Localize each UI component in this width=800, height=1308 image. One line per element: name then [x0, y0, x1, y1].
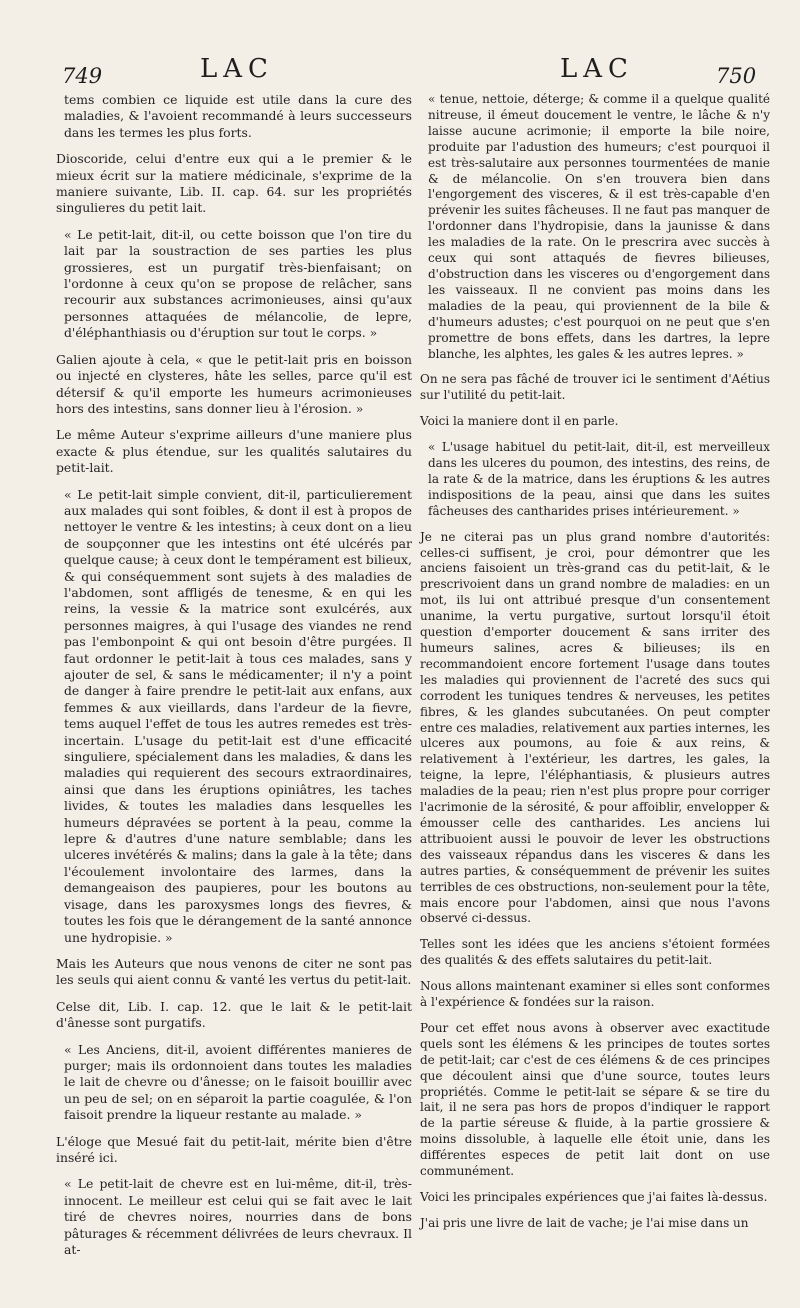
paragraph: Telles sont les idées que les anciens s'étoient formées des qualités & des effets salutaires du petit-lait. [420, 937, 770, 968]
quotation-continued: « tenue, nettoie, déterge; & comme il a quelque qualité nitreuse, il émeut doucement le ventre, le lâche & n'y laisse aucune acrimonie; il emporte la bile noire, produite par l'adustion des humeurs; c'est pourquoi il est très-salutaire aux personnes tourmentées de manie & de mélancolie. On s'en trouvera bien dans l'engorgement des visceres, & il est très-capable d'en prévenir les suites fâcheuses. Il ne faut pas manquer de l'ordonner dans l'hydropisie, dans la jaunisse & dans les maladies de la rate. On le prescrira avec succès à ceux qui sont attaqués de fievres bilieuses, d'obstruction dans les visceres ou d'engorgement dans les vaisseaux. Il ne convient pas moins dans les maladies de la peau, qui proviennent de la bile & d'humeurs adustes; c'est pourquoi on ne peut que s'en promettre de bons effets, dans les dartres, la lepre blanche, les alphtes, les gales & les autres lepres. » [428, 92, 770, 361]
paragraph: On ne sera pas fâché de trouver ici le sentiment d'Aétius sur l'utilité du petit-lait. [420, 372, 770, 403]
paragraph: L'éloge que Mesué fait du petit-lait, mérite bien d'être inséré ici. [56, 1133, 412, 1165]
running-title-right: LAC [560, 54, 634, 84]
quotation: « Le petit-lait de chevre est en lui-même, dit-il, très-innocent. Le meilleur est celui qui se fait avec le lait tiré de chevres noires, nourries dans de bons pâturages & récemment délivrées de leurs chevraux. Il at- [64, 1176, 412, 1258]
paragraph: Voici la maniere dont il en parle. [420, 414, 619, 429]
right-column [420, 92, 770, 1242]
quotation: « Les Anciens, dit-il, avoient différentes manieres de purger; mais ils ordonnoient dans toutes les maladies le lait de chevre ou d'ânesse; on le faisoit bouillir avec un peu de sel; on en séparoit la partie coagulée, & l'on faisoit prendre la liqueur restante au malade. » [64, 1042, 412, 1124]
running-title-left: LAC [200, 54, 274, 84]
paragraph: Le même Auteur s'exprime ailleurs d'une maniere plus exacte & plus étendue, sur les qualités salutaires du petit-lait. [56, 427, 412, 476]
paragraph: Pour cet effet nous avons à observer avec exactitude quels sont les élémens & les principes de toutes sortes de petit-lait; car c'est de ces élémens & de ces principes que découlent ainsi que d'une source, toutes leurs propriétés. Comme le petit-lait se sépare & se tire du lait, il ne sera pas hors de propos d'indiquer le rapport de la partie séreuse & fluide, à la partie grossiere & moins dissoluble, à laquelle elle étoit unie, dans les différentes especes de petit lait dont on use communément. [420, 1020, 770, 1179]
left-column [56, 92, 412, 1268]
paragraph: Je ne citerai pas un plus grand nombre d'autorités: celles-ci suffisent, je croi, pour démontrer que les anciens faisoient un très-grand cas du petit-lait, & le prescrivoient dans un grand nombre de maladies: en un mot, ils lui ont attribué presque d'un consentement unanime, la vertu purgative, surtout lorsqu'il étoit question d'emporter doucement & sans irriter des humeurs salines, acres & bilieuses; ils en recommandoient encore fortement l'usage dans toutes les maladies qui proviennent de l'acreté des sucs qui corrodent les tuniques tendres & nerveuses, les petites fibres, & les glandes subcutanées. On peut compter entre ces maladies, relativement aux parties internes, les ulceres aux poumons, au foie & aux reins, & relativement à l'extérieur, les dartres, les gales, la teigne, la lepre, l'éléphantiasis, & plusieurs autres maladies de la peau; rien n'est plus propre pour corriger l'acrimonie de la sérosité, & pour affoiblir, envelopper & émousser celle des cantharides. Les anciens lui attribuoient aussi le pouvoir de lever les obstructions des vaisseaux répandus dans les visceres & dans les autres parties, & conséquemment de prévenir les suites terribles de ces obstructions, non-seulement pour la tête, mais encore pour l'abdomen, ainsi que nous l'avons observé ci-dessus. [420, 529, 770, 926]
paragraph: J'ai pris une livre de lait de vache; je l'ai mise dans un [420, 1215, 749, 1230]
paragraph: Nous allons maintenant examiner si elles sont conformes à l'expérience & fondées sur la raison. [420, 979, 770, 1010]
paragraph: Mais les Auteurs que nous venons de citer ne sont pas les seuls qui aient connu & vanté les vertus du petit-lait. [56, 955, 412, 988]
quotation: « Le petit-lait simple convient, dit-il, particulierement aux malades qui sont foibles, & dont il est à propos de nettoyer le ventre & les intestins; à ceux dont on a lieu de soupçonner que les intestins ont été ulcérés par quelque cause; à ceux dont le tempérament est bilieux, & qui conséquemment sont sujets à des maladies de l'abdomen, sont affligés de tenesme, & en qui les reins, la vessie & la matrice sont exulcérés, aux personnes maigres, à qui l'usage des viandes ne rend pas l'embonpoint & qui ont besoin d'être purgées. Il faut ordonner le petit-lait à tous ces malades, sans y ajouter de sel, & sans le médicamenter; il n'y a point de danger à faire prendre le petit-lait aux enfans, aux femmes & aux vieillards, dans l'ardeur de la fievre, tems auquel l'effet de tous les autres remedes est très-incertain. L'usage du petit-lait est d'une efficacité singuliere, spécialement dans les maladies, & dans les maladies qui requierent des secours extraordinaires, ainsi que dans les éruptions opiniâtres, les taches livides, & toutes les maladies dans lesquelles les humeurs dépravées se portent à la peau, comme la lepre & d'autres d'une nature semblable; dans les ulceres invétérés & malins; dans la gale à la tête; dans l'écoulement involontaire des larmes, dans la demangeaison des paupieres, pour les boutons au visage, dans les paroxysmes longs des fievres, & toutes les fois que le dérangement de la santé annonce une hydropisie. » [64, 487, 412, 946]
paragraph: Dioscoride, celui d'entre eux qui a le premier & le mieux écrit sur la matiere médicinale, s'exprime de la maniere suivante, Lib. II. cap. 64. sur les propriétés singulieres du petit lait. [56, 151, 412, 216]
paragraph: Celse dit, Lib. I. cap. 12. que le lait & le petit-lait d'ânesse sont purgatifs. [56, 998, 412, 1031]
paragraph: Galien ajoute à cela, « que le petit-lait pris en boisson ou injecté en clysteres, hâte les selles, parce qu'il est détersif & qu'il emporte les humeurs acrimonieuses hors des intestins, sans donner lieu à l'érosion. » [56, 351, 412, 416]
page-number-left: 749 [62, 64, 103, 88]
paragraph: tems combien ce liquide est utile dans la cure des maladies, & l'avoient recommandé à leurs successeurs dans les termes les plus forts. [64, 92, 412, 140]
quotation: « L'usage habituel du petit-lait, dit-il, est merveilleux dans les ulceres du poumon, des intestins, des reins, de la rate & de la matrice, dans les éruptions & les autres indispositions de la peau, ainsi que dans les suites fâcheuses des cantharides prises intérieurement. » [428, 440, 770, 520]
paragraph: Voici les principales expériences que j'ai faites là-dessus. [420, 1190, 768, 1204]
quotation: « Le petit-lait, dit-il, ou cette boisson que l'on tire du lait par la soustraction de ses parties les plus grossieres, est un purgatif très-bienfaisant; on l'ordonne à ceux qu'on se propose de relâcher, sans recourir aux substances acrimonieuses, ainsi qu'aux personnes attaquées de mélancolie, de lepre, d'éléphanthiasis ou d'éruption sur tout le corps. » [64, 227, 412, 342]
page-number-right: 750 [716, 64, 757, 88]
